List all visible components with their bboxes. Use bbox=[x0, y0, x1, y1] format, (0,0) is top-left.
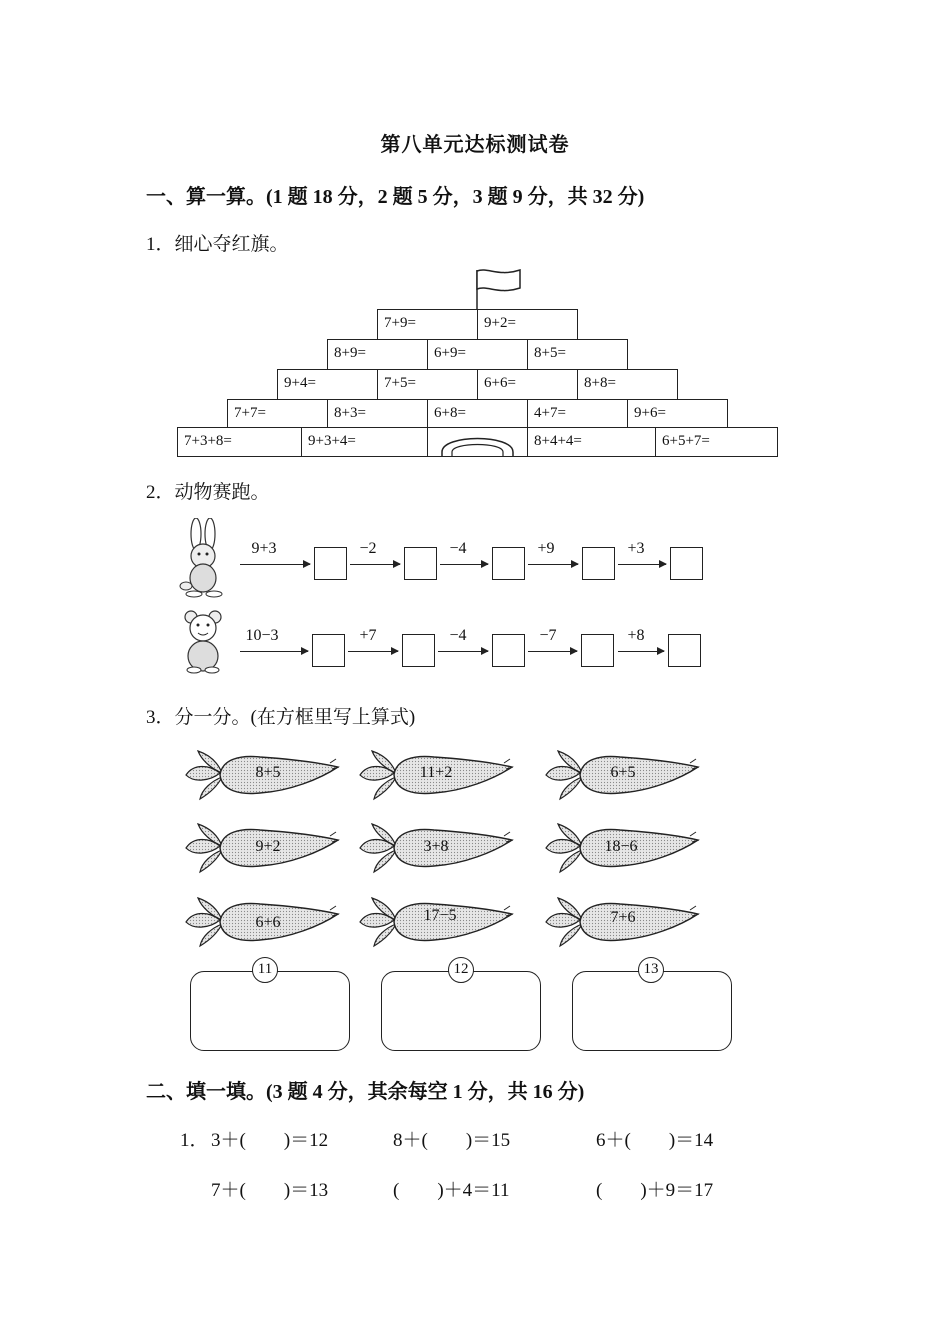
carrot-expression: 11+2 bbox=[419, 764, 453, 781]
pyramid-cell[interactable]: 8+3= bbox=[327, 399, 428, 430]
fill-blank-equation[interactable]: 7＋( )＝13 bbox=[211, 1180, 329, 1201]
pyramid-cell[interactable]: 9+6= bbox=[627, 399, 728, 430]
section2-heading: 二、填一填。(3 题 4 分，其余每空 1 分，共 16 分) bbox=[146, 1081, 585, 1103]
answer-box[interactable] bbox=[670, 547, 703, 580]
flag-icon bbox=[470, 266, 530, 312]
carrot-expression: 17−5 bbox=[423, 907, 457, 924]
q1-number: 1． bbox=[180, 1130, 209, 1151]
answer-box[interactable] bbox=[668, 634, 701, 667]
fill-blank-equation[interactable]: ( )＋9＝17 bbox=[596, 1180, 714, 1201]
pyramid-gate bbox=[427, 427, 528, 457]
arrow bbox=[240, 564, 310, 565]
pyramid-cell[interactable]: 4+7= bbox=[527, 399, 628, 430]
sort-target: 12 bbox=[448, 957, 474, 983]
carrot-expression: 7+6 bbox=[610, 909, 636, 926]
arrow bbox=[440, 564, 488, 565]
bear-op: −4 bbox=[449, 627, 467, 644]
q3-label: 3．分一分。(在方框里写上算式) bbox=[146, 707, 416, 728]
pyramid-cell[interactable]: 6+5+7= bbox=[655, 427, 778, 457]
fill-blank-equation[interactable]: 6＋( )＝14 bbox=[596, 1130, 714, 1151]
carrot-expression: 6+6 bbox=[255, 914, 281, 931]
sort-target: 13 bbox=[638, 957, 664, 983]
pyramid-cell[interactable]: 7+7= bbox=[227, 399, 328, 430]
sort-target: 11 bbox=[252, 957, 278, 983]
arrow bbox=[350, 564, 400, 565]
rabbit-start: 9+3 bbox=[251, 540, 277, 557]
pyramid-cell[interactable]: 8+4+4= bbox=[527, 427, 656, 457]
carrot-expression: 6+5 bbox=[610, 764, 636, 781]
q2-label: 2．动物赛跑。 bbox=[146, 482, 270, 503]
q1-label: 1．细心夺红旗。 bbox=[146, 234, 289, 255]
carrot-expression: 9+2 bbox=[255, 838, 281, 855]
arrow bbox=[528, 564, 578, 565]
bear-icon bbox=[178, 608, 230, 674]
bear-start: 10−3 bbox=[245, 627, 279, 644]
rabbit-op: +3 bbox=[627, 540, 645, 557]
flag-pyramid bbox=[0, 0, 950, 470]
pyramid-cell[interactable]: 7+3+8= bbox=[177, 427, 302, 457]
pyramid-cell[interactable]: 9+2= bbox=[477, 309, 578, 340]
bear-op: +7 bbox=[359, 627, 377, 644]
arch-icon bbox=[428, 428, 527, 456]
fill-blank-equation[interactable]: 8＋( )＝15 bbox=[393, 1130, 511, 1151]
pyramid-cell[interactable]: 8+8= bbox=[577, 369, 678, 400]
arrow bbox=[528, 651, 577, 652]
rabbit-op: −4 bbox=[449, 540, 467, 557]
carrot-expression: 3+8 bbox=[423, 838, 449, 855]
pyramid-cell[interactable]: 6+8= bbox=[427, 399, 528, 430]
rabbit-icon bbox=[172, 518, 232, 598]
arrow bbox=[240, 651, 308, 652]
page-title: 第八单元达标测试卷 bbox=[380, 132, 570, 156]
bear-op: +8 bbox=[627, 627, 645, 644]
bear-op: −7 bbox=[539, 627, 557, 644]
pyramid-cell[interactable]: 7+5= bbox=[377, 369, 478, 400]
arrow bbox=[618, 651, 664, 652]
pyramid-cell[interactable]: 6+9= bbox=[427, 339, 528, 370]
carrot-expression: 8+5 bbox=[255, 764, 281, 781]
pyramid-cell[interactable]: 6+6= bbox=[477, 369, 578, 400]
pyramid-cell[interactable]: 8+5= bbox=[527, 339, 628, 370]
rabbit-op: +9 bbox=[537, 540, 555, 557]
sort-box[interactable] bbox=[572, 971, 732, 1051]
section1-heading: 一、算一算。(1 题 18 分，2 题 5 分，3 题 9 分，共 32 分) bbox=[146, 186, 645, 208]
sort-box[interactable] bbox=[190, 971, 350, 1051]
pyramid-cell[interactable]: 9+3+4= bbox=[301, 427, 428, 457]
pyramid-cell[interactable]: 7+9= bbox=[377, 309, 478, 340]
arrow bbox=[348, 651, 398, 652]
sort-box[interactable] bbox=[381, 971, 541, 1051]
fill-blank-equation[interactable]: 3＋( )＝12 bbox=[211, 1130, 329, 1151]
carrot-expression: 18−6 bbox=[604, 838, 638, 855]
rabbit-op: −2 bbox=[359, 540, 377, 557]
fill-blank-equation[interactable]: ( )＋4＝11 bbox=[393, 1180, 510, 1201]
arrow bbox=[438, 651, 488, 652]
arrow bbox=[618, 564, 666, 565]
pyramid-cell[interactable]: 9+4= bbox=[277, 369, 378, 400]
pyramid-cell[interactable]: 8+9= bbox=[327, 339, 428, 370]
